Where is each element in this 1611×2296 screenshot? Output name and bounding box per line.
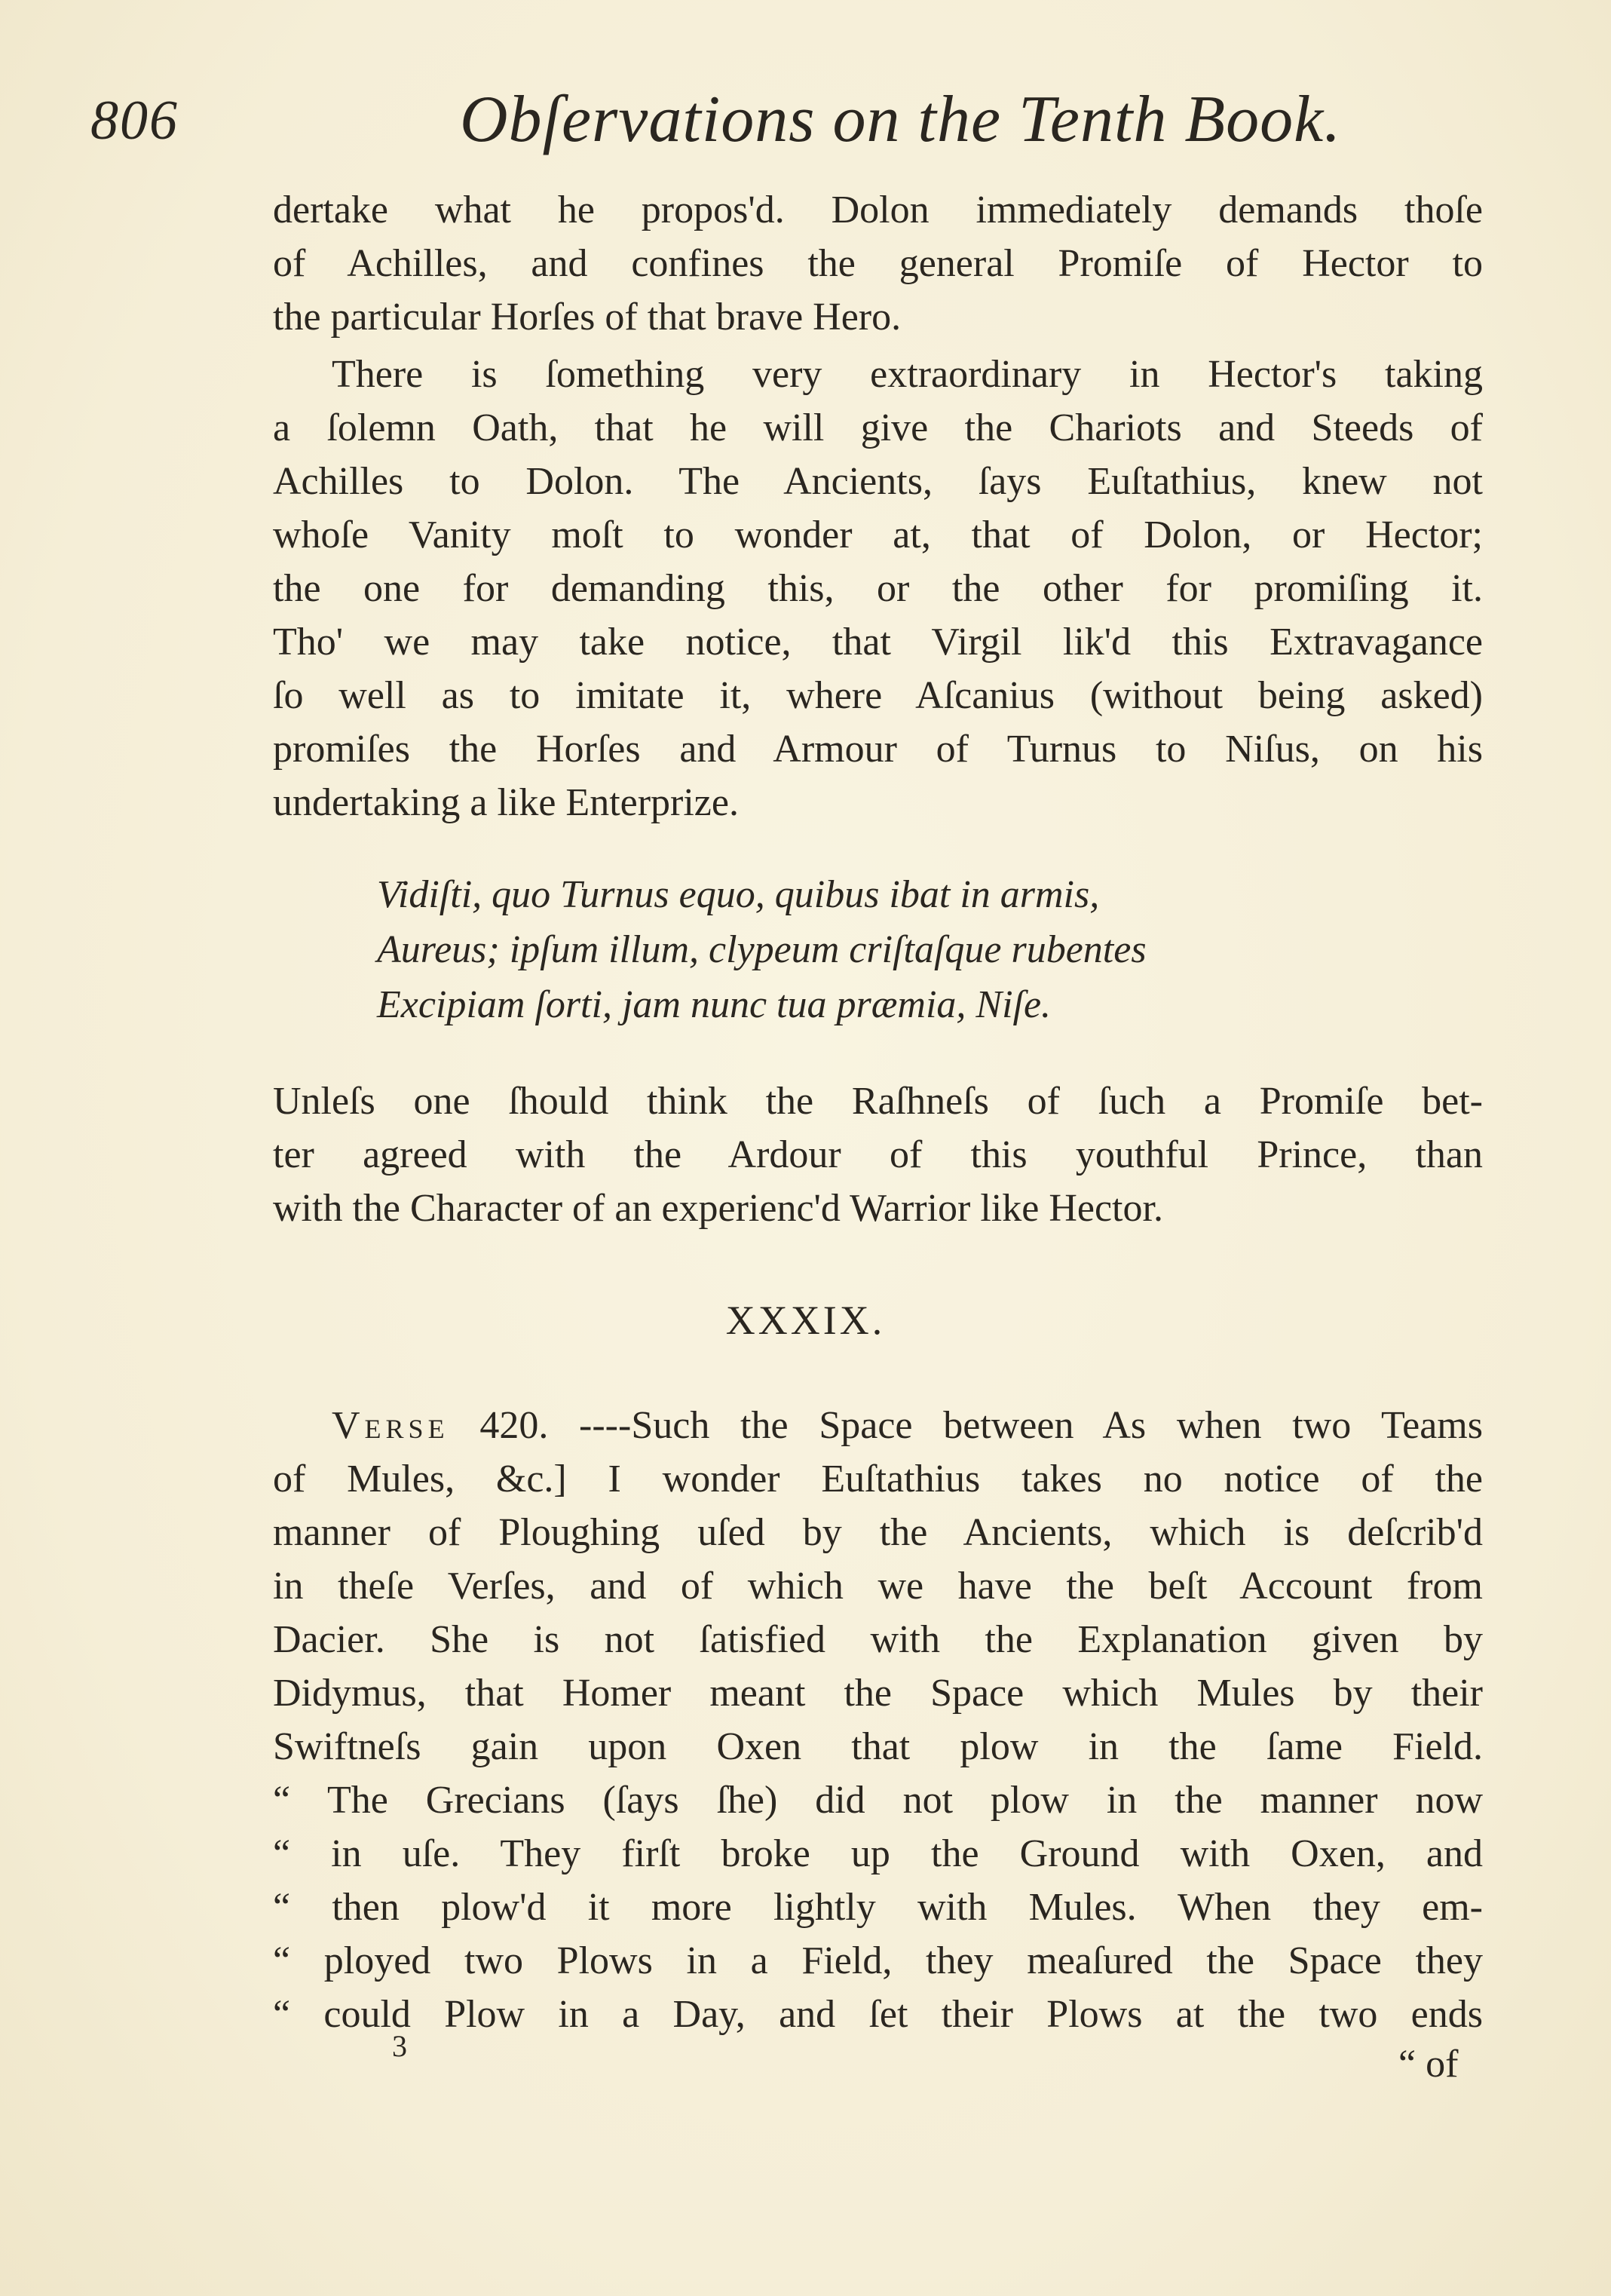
text-line (273, 1399, 1483, 1452)
text-line: in theſe Verſes, and of which we have the beſt Account from (273, 1565, 1483, 1608)
page-header (90, 81, 1493, 164)
text-line: Swiftneſs gain upon Oxen that plow in the ſame Field. (273, 1725, 1483, 1768)
verse-line: Excipiam ſorti, jam nunc tua præmia, Niſe. (377, 983, 1052, 1026)
paragraph-1 (273, 183, 1483, 344)
text-line: promiſes the Horſes and Armour of Turnus to Niſus, on his (273, 728, 1483, 771)
latin-verse-quotation (377, 867, 1147, 1032)
text-line: a ſolemn Oath, that he will give the Chariots and Steeds of (273, 406, 1483, 449)
text-line: Unleſs one ſhould think the Raſhneſs of ſuch a Promiſe bet- (273, 1080, 1483, 1123)
text-line: the particular Horſes of that brave Hero. (273, 296, 902, 339)
section-heading: XXXIX. (725, 1298, 886, 1343)
text-line: Didymus, that Homer meant the Space which Mules by their (273, 1672, 1483, 1715)
text-line: manner of Ploughing uſed by the Ancients, which is deſcrib'd (273, 1511, 1483, 1554)
verse-reference: 420. ----Such the Space between As when two Teams (449, 1404, 1483, 1447)
paragraph-2 (273, 348, 1483, 829)
text-line: ter agreed with the Ardour of this youthful Prince, than (273, 1133, 1483, 1176)
catchword: “ of (1398, 2043, 1459, 2086)
text-line: whoſe Vanity moſt to wonder at, that of Dolon, or Hector; (273, 513, 1483, 556)
verse-line: Vidiſti, quo Turnus equo, quibus ibat in armis, (377, 873, 1100, 916)
text-line: undertaking a like Enterprize. (273, 781, 739, 824)
text-line: dertake what he propos'd. Dolon immediately demands thoſe (273, 189, 1483, 231)
text-line: Dacier. She is not ſatisfied with the Explanation given by (273, 1618, 1483, 1661)
text-line: “ could Plow in a Day, and ſet their Plows at the two ends (273, 1993, 1483, 2036)
verse-label: Verse (332, 1404, 449, 1447)
signature-mark: 3 (392, 2029, 407, 2063)
text-line: “ in uſe. They firſt broke up the Ground with Oxen, and (273, 1832, 1483, 1875)
paragraph-3 (273, 1074, 1483, 1235)
text-line: of Mules, &c.] I wonder Euſtathius takes no notice of the (273, 1458, 1483, 1501)
text-line: “ ployed two Plows in a Field, they meaſured the Space they (273, 1939, 1483, 1982)
text-line: “ The Grecians (ſays ſhe) did not plow in the manner now (273, 1779, 1483, 1822)
text-line: “ then plow'd it more lightly with Mules. When they em- (273, 1886, 1483, 1929)
page-number: 806 (90, 90, 179, 152)
text-line: Tho' we may take notice, that Virgil lik'd this Extravagance (273, 621, 1483, 664)
text-line: with the Character of an experienc'd Warrior like Hector. (273, 1187, 1163, 1230)
text-line: the one for demanding this, or the other for promiſing it. (273, 567, 1483, 610)
verse-line: Aureus; ipſum illum, clypeum criſtaſque rubentes (377, 928, 1147, 971)
text-line: ſo well as to imitate it, where Aſcanius (without being asked) (273, 674, 1483, 717)
paragraph-4 (273, 1399, 1483, 2041)
text-line: There is ſomething very extraordinary in Hector's taking (332, 353, 1483, 396)
text-line: of Achilles, and confines the general Promiſe of Hector to (273, 242, 1483, 285)
text-line: Achilles to Dolon. The Ancients, ſays Euſtathius, knew not (273, 460, 1483, 503)
running-title: Obſervations on the Tenth Book. (460, 83, 1342, 156)
